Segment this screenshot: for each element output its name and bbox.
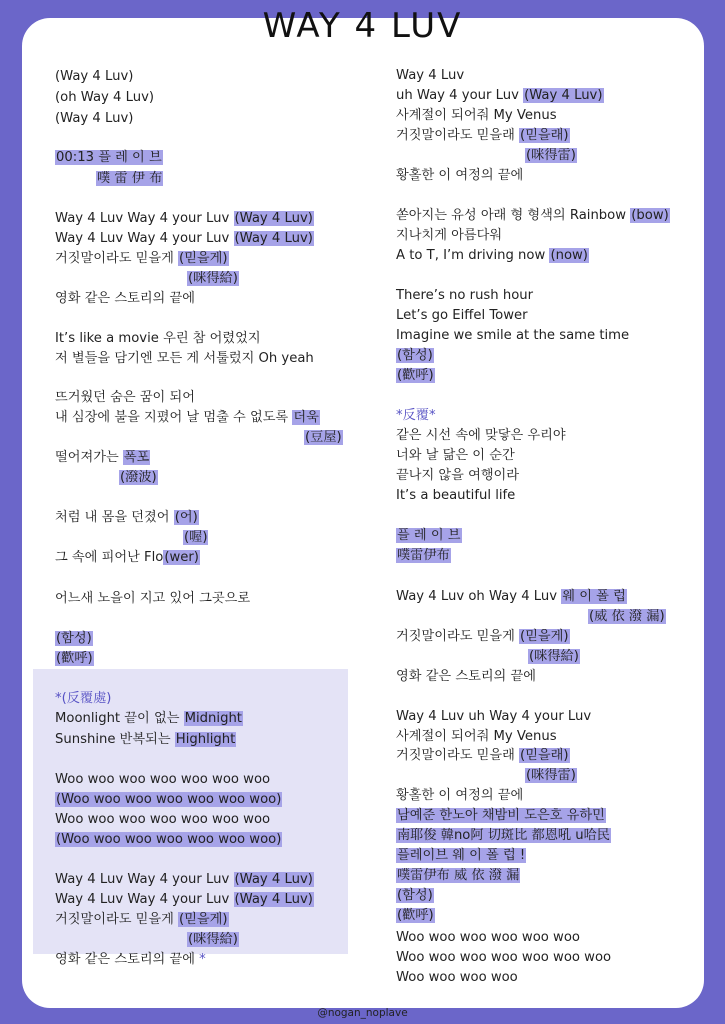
highlighted-lyric: (咪得雷) xyxy=(526,148,576,163)
lyric-line: 황홀한 이 여정의 끝에 xyxy=(396,788,524,803)
lyric-line: 영화 같은 스토리의 끝에 xyxy=(396,669,536,684)
repeat-marker: *反覆* xyxy=(396,408,436,423)
lyric-line: 뜨거웠던 숨은 꿈이 되어 xyxy=(55,390,195,405)
highlighted-lyric: (믿을게) xyxy=(179,251,228,266)
lyric-line: 거짓말이라도 믿을게 xyxy=(55,912,179,927)
lyric-line: Woo woo woo woo woo woo woo xyxy=(396,950,612,965)
lyric-line: Woo woo woo woo xyxy=(396,970,518,985)
lyric-line: 거짓말이라도 믿을래 xyxy=(396,128,520,143)
lyric-line: 같은 시선 속에 맞닿은 우리야 xyxy=(396,428,566,443)
highlighted-lyric: (Woo woo woo woo woo woo woo) xyxy=(56,832,282,847)
highlighted-lyric: (믿을래) xyxy=(520,748,569,763)
lyric-line: 처럼 내 몸을 던졌어 xyxy=(55,510,174,525)
highlighted-lyric: 더욱 xyxy=(293,410,319,425)
highlighted-lyric: Highlight xyxy=(175,732,236,747)
lyric-line: uh Way 4 your Luv xyxy=(396,88,524,103)
highlighted-lyric: (歡呼) xyxy=(56,651,93,666)
lyric-line: 영화 같은 스토리의 끝에 xyxy=(55,952,200,967)
highlighted-lyric: (咪得給) xyxy=(188,271,238,286)
highlighted-lyric: 00:13 플 레 이 브 xyxy=(56,150,162,165)
highlighted-lyric: 플레이브 웨 이 폴 럽 ! xyxy=(397,848,526,863)
highlighted-lyric: (潑波) xyxy=(120,470,157,485)
highlighted-lyric: 플 레 이 브 xyxy=(397,528,461,543)
lyric-line: 사계절이 되어줘 My Venus xyxy=(396,729,557,744)
highlighted-lyric: (함성) xyxy=(397,888,433,903)
lyric-line: Way 4 Luv Way 4 your Luv xyxy=(55,231,234,246)
lyric-line: Way 4 Luv oh Way 4 Luv xyxy=(396,589,562,604)
highlighted-lyric: (믿을게) xyxy=(520,629,569,644)
lyric-line: Way 4 Luv xyxy=(396,68,465,83)
highlighted-lyric: (Way 4 Luv) xyxy=(234,231,313,246)
lyric-line: A to T, I’m driving now xyxy=(396,248,550,263)
lyric-line: Way 4 Luv Way 4 your Luv xyxy=(55,872,234,887)
highlighted-lyric: (咪得雷) xyxy=(526,768,576,783)
lyric-line: 사계절이 되어줘 My Venus xyxy=(396,108,557,123)
highlighted-lyric: (now) xyxy=(550,248,588,263)
highlighted-lyric: (歡呼) xyxy=(397,908,434,923)
highlighted-lyric: (어) xyxy=(174,510,198,525)
lyric-line: 너와 날 닮은 이 순간 xyxy=(396,448,515,463)
highlighted-lyric: (咪得給) xyxy=(188,932,238,947)
highlighted-lyric: 웨 이 폴 럽 xyxy=(562,589,626,604)
lyric-line: Imagine we smile at the same time xyxy=(396,328,630,343)
lyric-line: There’s no rush hour xyxy=(396,288,534,303)
lyric-line: 지나치게 아름다워 xyxy=(396,228,503,243)
highlighted-lyric: (믿을게) xyxy=(179,912,228,927)
lyric-line: Woo woo woo woo woo woo woo xyxy=(55,772,271,787)
lyric-line: Way 4 Luv Way 4 your Luv xyxy=(55,211,234,226)
highlighted-lyric: (함성) xyxy=(56,631,92,646)
lyric-line: 영화 같은 스토리의 끝에 xyxy=(55,291,195,306)
highlighted-lyric: (함성) xyxy=(397,348,433,363)
repeat-marker: * xyxy=(199,952,206,967)
highlighted-lyric: (喔) xyxy=(184,530,208,545)
highlighted-lyric: (咪得給) xyxy=(529,649,579,664)
highlighted-lyric: (豆屋) xyxy=(305,430,342,445)
highlighted-lyric: 噗 雷 伊 布 xyxy=(97,171,163,186)
highlighted-lyric: (믿을래) xyxy=(520,128,569,143)
highlighted-lyric: 噗雷伊布 威 依 潑 漏 xyxy=(397,868,520,883)
lyric-line: Way 4 Luv uh Way 4 your Luv xyxy=(396,709,592,724)
lyric-line: 떨어져가는 xyxy=(55,450,123,465)
lyric-line: 어느새 노을이 지고 있어 그곳으로 xyxy=(55,591,251,606)
highlighted-lyric: 南耶俊 韓no阿 切斑比 都恩吼 u哈民 xyxy=(397,828,610,843)
creator-credit: @nogan_noplave xyxy=(317,1007,408,1019)
lyric-line: Moonlight 끝이 없는 xyxy=(55,711,184,726)
highlighted-lyric: (歡呼) xyxy=(397,368,434,383)
highlighted-lyric: (bow) xyxy=(631,208,669,223)
lyric-line: 저 별들을 담기엔 모든 게 서툴렀지 Oh yeah xyxy=(55,351,314,366)
lyric-line: 내 심장에 불을 지폈어 날 멈출 수 없도록 xyxy=(55,410,293,425)
highlighted-lyric: (Way 4 Luv) xyxy=(234,211,313,226)
highlighted-lyric: Midnight xyxy=(184,711,242,726)
highlighted-lyric: (Way 4 Luv) xyxy=(234,892,313,907)
lyric-line: (Way 4 Luv) xyxy=(55,111,134,126)
lyric-line: (Way 4 Luv) xyxy=(55,69,134,84)
highlighted-lyric: (Way 4 Luv) xyxy=(234,872,313,887)
lyric-line: Woo woo woo woo woo woo xyxy=(396,930,580,945)
highlighted-lyric: 噗雷伊布 xyxy=(397,548,450,563)
lyric-line: Let’s go Eiffel Tower xyxy=(396,308,528,323)
lyric-line: 쏟아지는 유성 아래 형 형색의 Rainbow xyxy=(396,208,631,223)
highlighted-lyric: (威 依 潑 漏) xyxy=(589,609,665,624)
highlighted-lyric: (Woo woo woo woo woo woo woo) xyxy=(56,792,282,807)
lyric-line: 끝나지 않을 여행이라 xyxy=(396,468,520,483)
lyric-line: Sunshine 반복되는 xyxy=(55,732,175,747)
lyric-line: It’s like a movie 우린 참 어렸었지 xyxy=(55,331,261,346)
lyric-line: 거짓말이라도 믿을게 xyxy=(55,251,179,266)
highlighted-lyric: (wer) xyxy=(164,550,199,565)
lyric-line: 그 속에 피어난 Flo xyxy=(55,550,164,565)
highlighted-lyric: 남예준 한노아 채밤비 도은호 유하민 xyxy=(397,808,605,823)
lyric-line: Way 4 Luv Way 4 your Luv xyxy=(55,892,234,907)
lyric-line: 황홀한 이 여정의 끝에 xyxy=(396,168,524,183)
highlighted-lyric: 폭포 xyxy=(123,450,150,465)
lyric-line: 거짓말이라도 믿을게 xyxy=(396,629,520,644)
lyric-line: 거짓말이라도 믿을래 xyxy=(396,748,520,763)
page-title: WAY 4 LUV xyxy=(262,6,463,46)
repeat-marker: *(反覆處) xyxy=(55,691,112,706)
lyric-line: (oh Way 4 Luv) xyxy=(55,90,155,105)
lyric-line: It’s a beautiful life xyxy=(396,488,516,503)
highlighted-lyric: (Way 4 Luv) xyxy=(524,88,603,103)
lyric-line: Woo woo woo woo woo woo woo xyxy=(55,812,271,827)
